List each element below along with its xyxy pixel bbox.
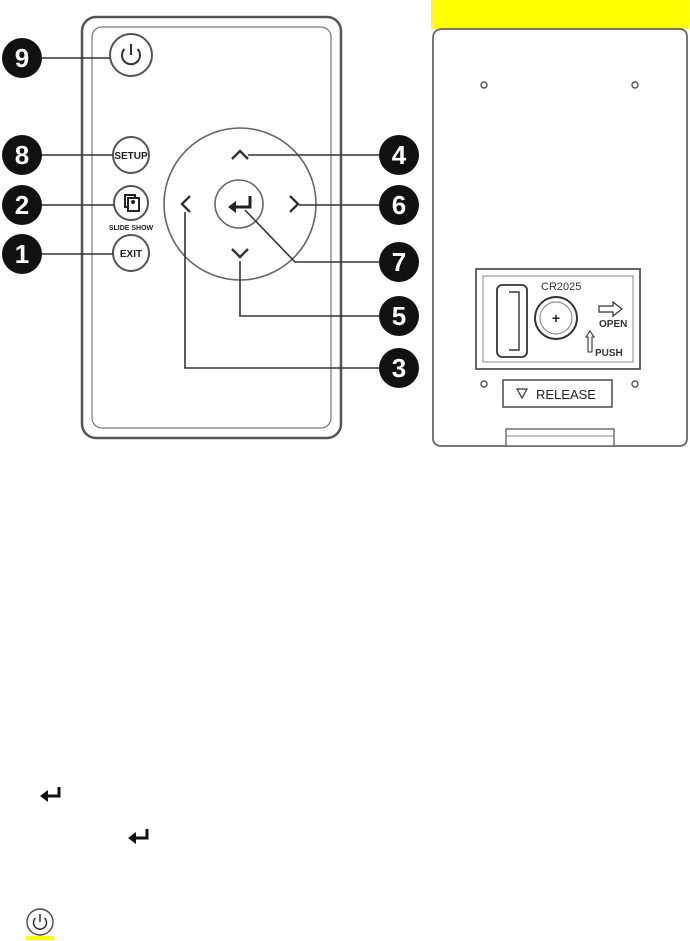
- setup-button[interactable]: [113, 137, 149, 173]
- battery-type-label: CR2025: [541, 281, 582, 293]
- open-label: OPEN: [599, 319, 628, 330]
- svg-text:6: 6: [391, 190, 407, 220]
- setup-label: SETUP: [114, 151, 148, 162]
- svg-text:1: 1: [14, 239, 30, 269]
- exit-button[interactable]: [113, 235, 149, 271]
- enter-icon: [40, 787, 59, 802]
- power-button[interactable]: [110, 34, 152, 76]
- release-label: RELEASE: [536, 387, 596, 402]
- callout-4: [379, 135, 419, 175]
- callout-8: [2, 135, 42, 175]
- release-latch[interactable]: [503, 380, 612, 407]
- power-icon: [27, 909, 53, 935]
- exit-label: EXIT: [119, 249, 143, 260]
- enter-icon: [128, 829, 147, 844]
- battery-compartment: [476, 269, 640, 369]
- callout-6: [379, 185, 419, 225]
- callout-1: [2, 234, 42, 274]
- svg-text:5: 5: [391, 301, 407, 331]
- highlight-underline: [26, 936, 54, 940]
- svg-text:4: 4: [391, 140, 407, 170]
- callout-2: [2, 185, 42, 225]
- battery-polarity: +: [551, 310, 561, 326]
- callout-3: [379, 348, 419, 388]
- callout-7: [379, 242, 419, 282]
- callout-9: [2, 38, 42, 78]
- svg-text:7: 7: [391, 247, 407, 277]
- svg-text:2: 2: [14, 190, 30, 220]
- svg-text:3: 3: [391, 353, 407, 383]
- svg-text:9: 9: [14, 43, 30, 73]
- push-label: PUSH: [595, 348, 623, 359]
- svg-text:8: 8: [14, 140, 30, 170]
- slideshow-caption: SLIDE SHOW: [108, 225, 154, 232]
- callout-5: [379, 296, 419, 336]
